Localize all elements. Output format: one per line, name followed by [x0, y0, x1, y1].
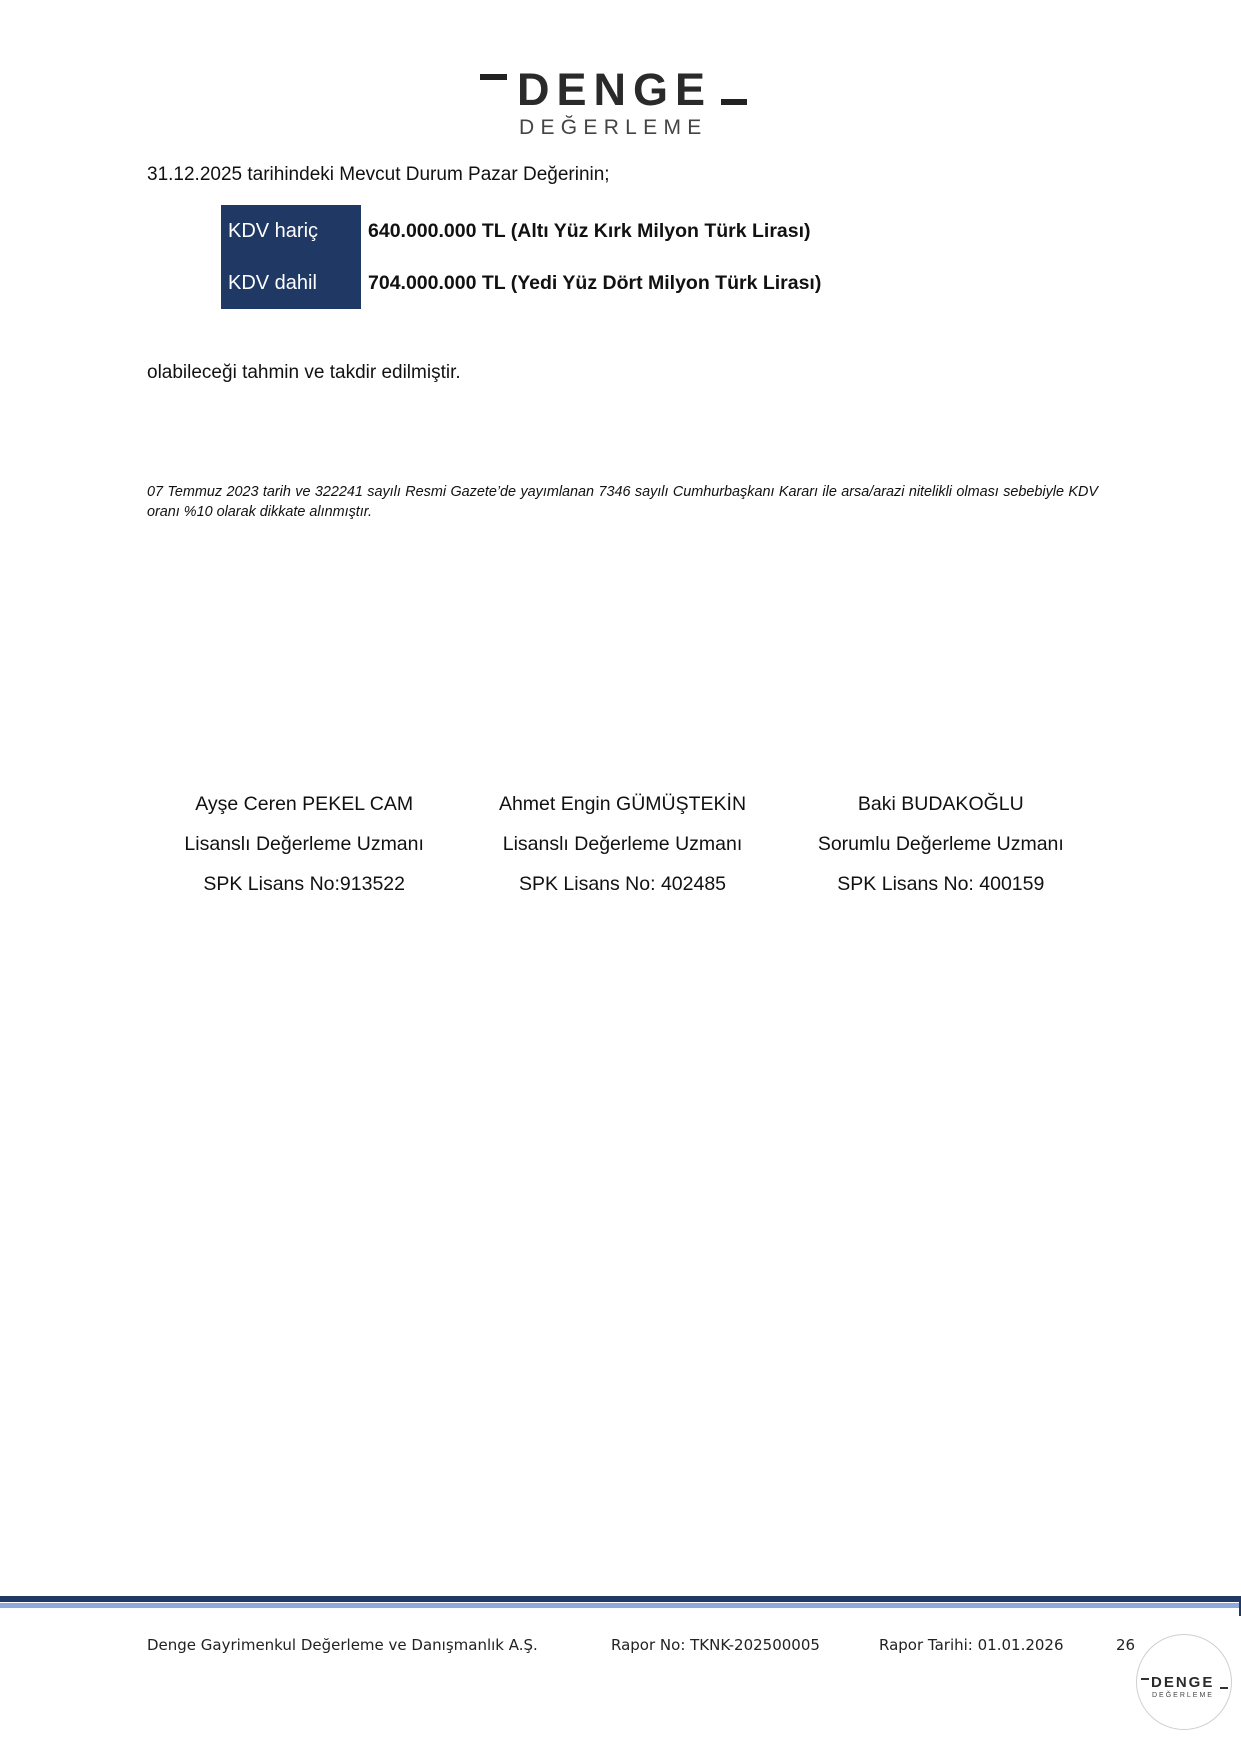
signatory-name: Ahmet Engin GÜMÜŞTEKİN	[498, 793, 747, 815]
signatory-license: SPK Lisans No: 402485	[518, 873, 727, 895]
vat-note: 07 Temmuz 2023 tarih ve 322241 sayılı Resmi Gazete’de yayımlanan 7346 sayılı Cumhurbaşkanı Kararı ile arsa/arazi nitelikli olması sebebiyle KDV oranı %10 olarak dikkate alınmıştır.	[147, 484, 1098, 520]
seal-bar-right	[1220, 1687, 1228, 1689]
footer-divider-light	[0, 1603, 1241, 1608]
signatory-title: Lisanslı Değerleme Uzmanı	[502, 833, 743, 855]
signatory-license: SPK Lisans No: 400159	[837, 873, 1045, 895]
logo-bar-left	[480, 74, 507, 80]
valuation-amount: 704.000.000 TL (Yedi Yüz Dört Milyon Türk Lirası)	[368, 271, 822, 294]
signatory-license: SPK Lisans No:913522	[203, 873, 405, 895]
valuation-table	[221, 205, 821, 309]
signatory-title: Sorumlu Değerleme Uzmanı	[817, 833, 1064, 855]
valuation-row-vat-included	[221, 257, 821, 309]
signatory	[463, 784, 781, 904]
footer-report-date: Rapor Tarihi: 01.01.2026	[879, 1636, 1064, 1654]
footer-seal-logo	[1136, 1634, 1232, 1730]
valuation-label: KDV hariç	[221, 205, 361, 257]
seal-subtitle: DEĞERLEME	[1152, 1692, 1214, 1699]
seal-word: DENGE	[1151, 1674, 1215, 1691]
page-number: 26	[1116, 1636, 1136, 1654]
footer-divider-dark	[0, 1596, 1241, 1602]
valuation-amount: 640.000.000 TL (Altı Yüz Kırk Milyon Türk Lirası)	[368, 219, 811, 242]
logo-bar-right	[721, 99, 747, 105]
valuation-conclusion: olabileceği tahmin ve takdir edilmiştir.	[147, 362, 461, 383]
logo-word: DENGE	[517, 64, 713, 115]
signatory-name: Ayşe Ceren PEKEL CAM	[195, 793, 414, 815]
header-logo	[480, 66, 760, 142]
footer-report-number: Rapor No: TKNK-202500005	[611, 1636, 820, 1654]
signatory	[145, 784, 463, 904]
footer-divider	[0, 1596, 1241, 1608]
valuation-row-vat-excluded	[221, 205, 821, 257]
footer-company: Denge Gayrimenkul Değerleme ve Danışmanlık A.Ş.	[147, 1636, 538, 1654]
valuation-intro: 31.12.2025 tarihindeki Mevcut Durum Pazar Değerinin;	[147, 164, 610, 185]
logo-subtitle: DEĞERLEME	[519, 116, 708, 139]
valuation-label: KDV dahil	[221, 257, 361, 309]
signatory-name: Baki BUDAKOĞLU	[857, 793, 1024, 815]
signature-block	[145, 784, 1100, 904]
signatory-title: Lisanslı Değerleme Uzmanı	[184, 833, 424, 855]
seal-bar-left	[1141, 1678, 1149, 1680]
signatory	[782, 784, 1100, 904]
